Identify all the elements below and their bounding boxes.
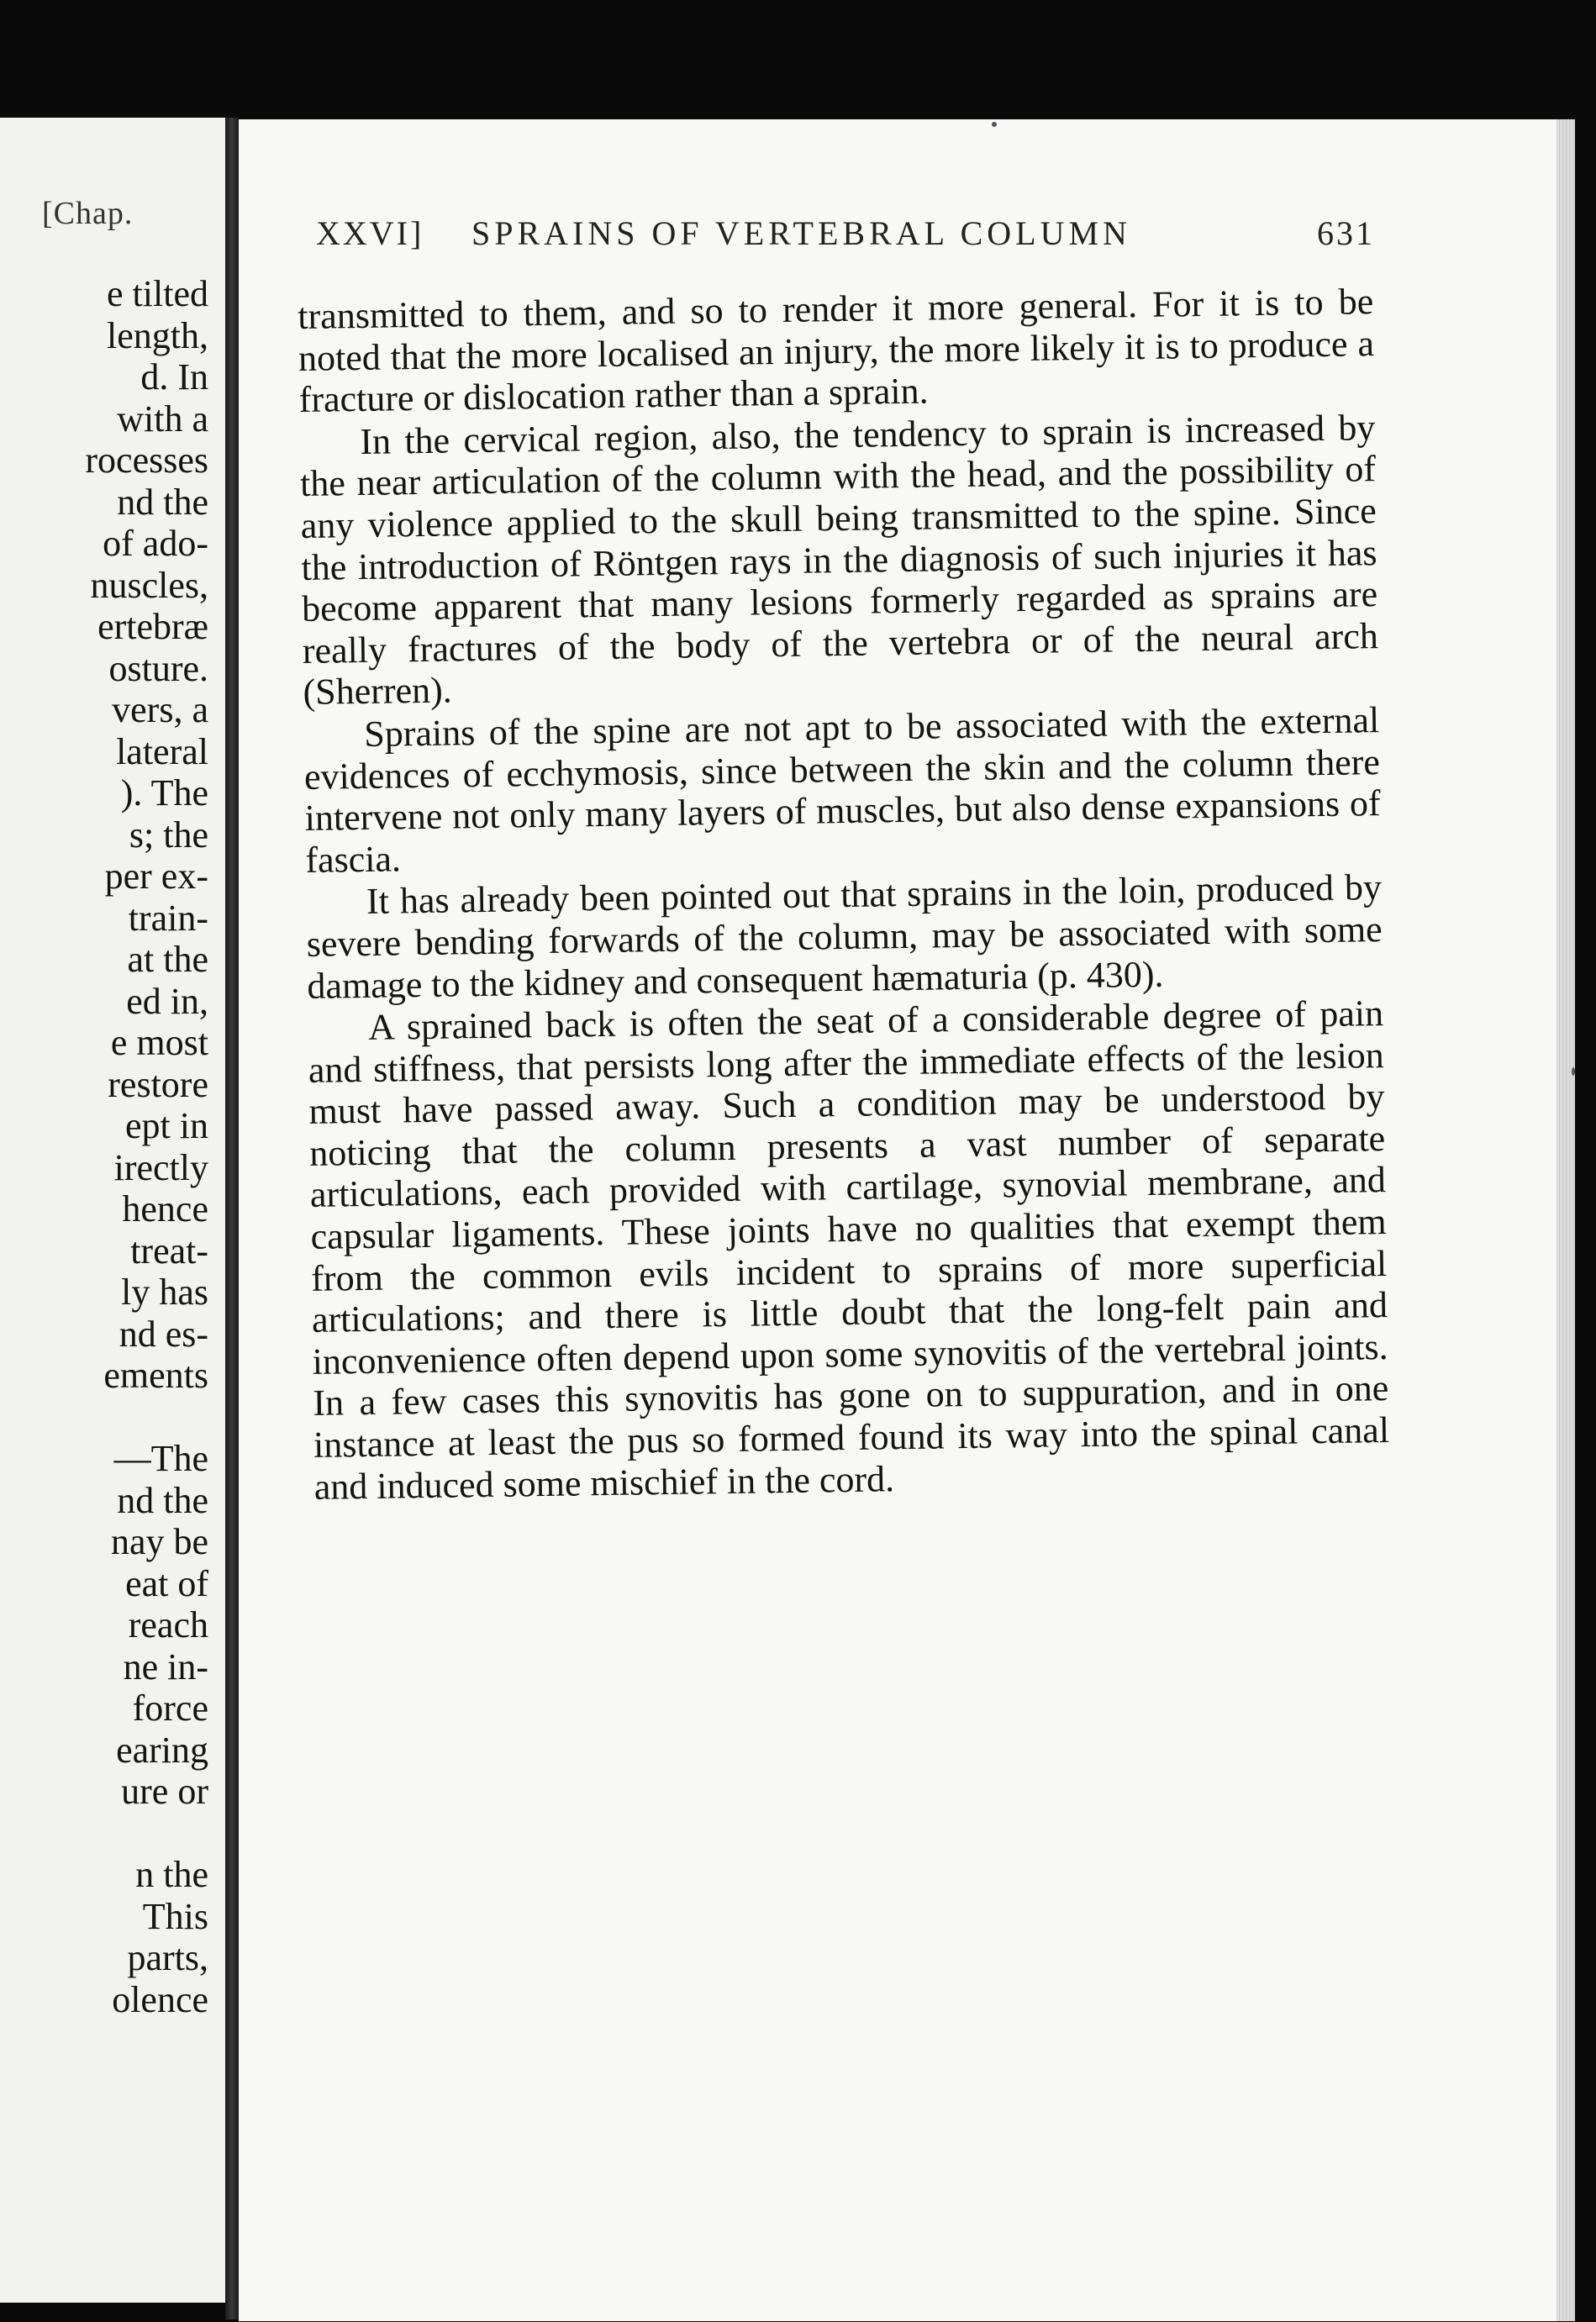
left-page-line: force <box>132 1688 208 1729</box>
left-page-line: —The <box>113 1438 208 1479</box>
left-page-line: ertebræ <box>97 606 208 647</box>
left-page-line: This <box>142 1895 208 1937</box>
paragraph: In the cervical region, also, the tendency to sprain is increased by the near articulation of the column with the head, and the possibility of any violence applied to the skull being transmitted to the spine. Since the introduction of Röntgen rays in the diagnosis of such injuries it has become apparent that many lesions formerly regarded as sprains are really fractures of the body of the vertebra or of the neural arch (Sherren). <box>299 406 1379 713</box>
left-page-line: ne in- <box>123 1645 208 1688</box>
left-page-line: osture. <box>108 647 208 689</box>
left-page-line: lateral <box>116 730 208 772</box>
paragraph: A sprained back is often the seat of a considerable degree of pain and stiffness, that persists long after the immediate effects of the lesion must have passed away. Such a condition may be understood by noticing that the column presents a vast number of separate articulations, each provided with cartilage, synovial membrane, and capsular ligaments. These joints have no qualities that exempt them from the common evils incident to sprains of more superficial articulations; and there is little doubt that the long-felt pain and inconvenience often depend upon some synovitis of the vertebral joints. In a few cases this synovitis has gone on to suppuration, and in one instance at least the pus so formed found its way into the spinal canal and induced some mischief in the cord. <box>308 993 1390 1508</box>
left-page-line: train- <box>128 897 208 939</box>
left-page-line: nd es- <box>119 1313 208 1355</box>
left-page-line <box>85 1397 208 1439</box>
left-page-line: ed in, <box>126 980 208 1022</box>
scan-speck <box>1572 1067 1575 1076</box>
left-page-line: s; the <box>129 813 208 856</box>
left-page-line: ly has <box>121 1272 208 1313</box>
left-page-line: nd the <box>117 481 208 523</box>
scan-speck <box>992 122 997 127</box>
left-page-line: ). The <box>120 772 208 813</box>
left-page-line: rocesses <box>85 440 208 481</box>
paragraph: Sprains of the spine are not apt to be associated with the external evidences of ecchymosis, since between the skin and the column there intervene not only many layers of muscles, but also dense expansions of fascia. <box>303 699 1381 881</box>
left-page-line: treat- <box>130 1229 208 1272</box>
left-page-line: per ex- <box>104 856 208 897</box>
left-page-line: ure or <box>121 1771 208 1812</box>
page-edge <box>1556 119 1575 2321</box>
left-page-line: ements <box>103 1355 208 1396</box>
left-page-line: length, <box>107 314 208 356</box>
left-page-line: restore <box>108 1063 208 1105</box>
running-title: SPRAINS OF VERTEBRAL COLUMN <box>471 214 1131 252</box>
left-page-line: vers, a <box>112 689 208 730</box>
left-page-line: ept in <box>125 1105 208 1146</box>
paragraph-continued: transmitted to them, and so to render it more general. For it is to be noted that the more localised an injury, the more likely it is to produce a fracture or dislocation rather than a sprain. <box>298 281 1375 421</box>
left-page-line: nuscles, <box>90 564 208 606</box>
book-gutter <box>225 118 239 2319</box>
left-page-line: olence <box>112 1978 208 2020</box>
body-text <box>298 281 1390 1508</box>
chapter-marker: XXVI] <box>316 214 424 252</box>
left-page-line: e most <box>110 1022 208 1063</box>
running-head <box>316 213 1375 255</box>
left-page-line: nd the <box>117 1479 208 1521</box>
left-page-line: earing <box>116 1729 208 1771</box>
left-page-line: irectly <box>113 1146 208 1188</box>
left-page-line: hence <box>122 1188 208 1229</box>
left-page-line: reach <box>128 1604 208 1645</box>
left-page-line: d. In <box>140 356 208 398</box>
right-page <box>239 119 1575 2321</box>
left-page-text <box>85 273 208 2020</box>
left-page-line: parts, <box>127 1937 208 1978</box>
left-page-line: at the <box>127 939 208 980</box>
left-page-fragment <box>0 118 228 2303</box>
left-page-line: with a <box>117 398 208 440</box>
left-page-line: e tilted <box>107 273 208 314</box>
left-page-line: of ado- <box>103 523 208 564</box>
left-page-line: eat of <box>125 1562 208 1604</box>
left-page-line: nay be <box>110 1521 208 1562</box>
left-page-header: [Chap. <box>42 196 134 231</box>
left-page-line <box>85 1813 208 1855</box>
page-number: 631 <box>1317 214 1375 252</box>
paragraph: It has already been pointed out that sprains in the loin, produced by severe bending forwards of the column, may be associated with some damage to the kidney and consequent hæmaturia (p. 430). <box>306 866 1383 1007</box>
left-page-line: n the <box>135 1854 208 1895</box>
